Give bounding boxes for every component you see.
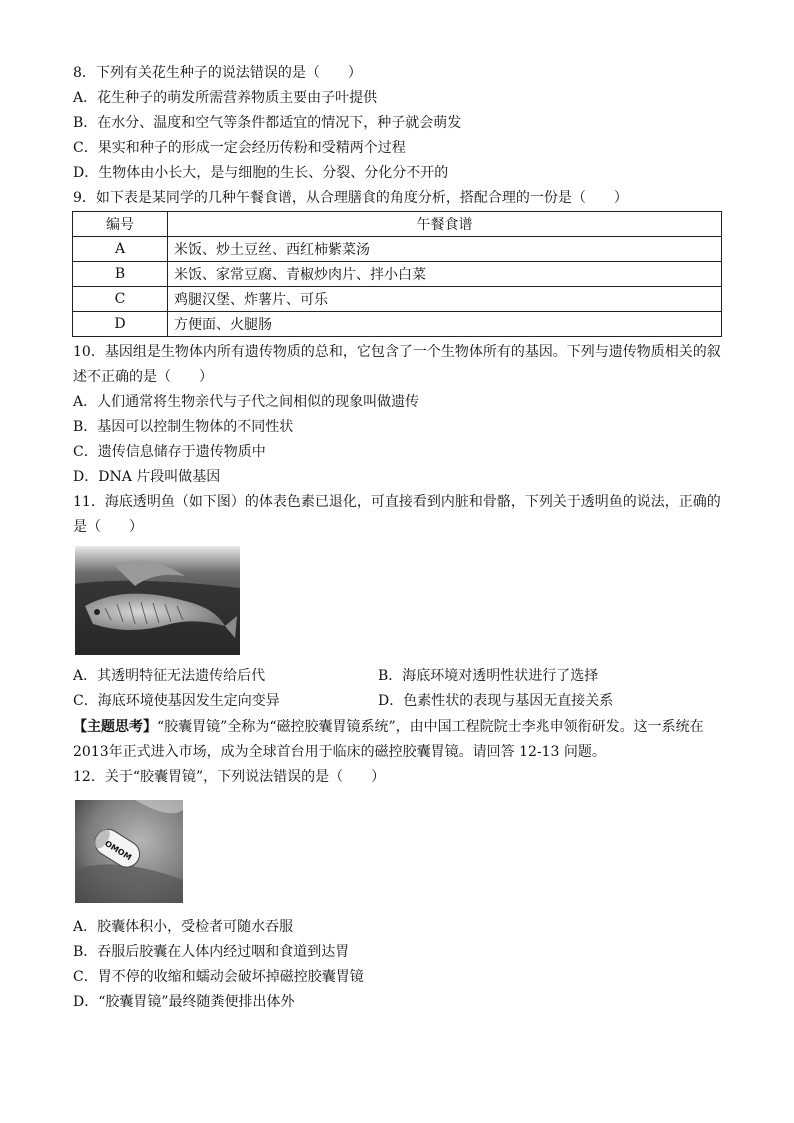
q8-option-b[interactable]: B．在水分、温度和空气等条件都适宜的情况下，种子就会萌发	[73, 115, 462, 131]
capsule-endoscope-image	[75, 800, 183, 903]
table-cell-code: A	[73, 237, 168, 262]
table-cell-menu: 米饭、炒土豆丝、西红柿紫菜汤	[168, 237, 722, 262]
q10-option-a[interactable]: A．人们通常将生物亲代与子代之间相似的现象叫做遗传	[73, 394, 420, 410]
theme-tag: 【主题思考】	[73, 719, 157, 735]
table-header-row	[73, 212, 722, 237]
table-cell-menu: 鸡腿汉堡、炸薯片、可乐	[168, 287, 722, 312]
q10-stem-line1: 10．基因组是生物体内所有遗传物质的总和，它包含了一个生物体所有的基因。下列与遗传物质相关的叙	[73, 344, 721, 360]
table-row	[73, 312, 722, 337]
q11-option-b[interactable]: B．海底环境对透明性状进行了选择	[378, 668, 599, 684]
table-row	[73, 237, 722, 262]
q8-option-a[interactable]: A．花生种子的萌发所需营养物质主要由子叶提供	[73, 90, 378, 106]
table-header-code: 编号	[73, 212, 168, 237]
table-row	[73, 262, 722, 287]
q12-option-d[interactable]: D．“胶囊胃镜”最终随粪便排出体外	[73, 994, 295, 1010]
q10-option-d[interactable]: D．DNA 片段叫做基因	[73, 469, 221, 485]
table-cell-menu: 方便面、火腿肠	[168, 312, 722, 337]
table-cell-code: D	[73, 312, 168, 337]
q11-option-c[interactable]: C．海底环境使基因发生定向变异	[73, 693, 280, 709]
table-cell-code: B	[73, 262, 168, 287]
table-cell-code: C	[73, 287, 168, 312]
q8-option-d[interactable]: D．生物体由小长大，是与细胞的生长、分裂、分化分不开的	[73, 165, 449, 181]
capsule-logo-text: OMOM	[103, 838, 134, 863]
q10-option-b[interactable]: B．基因可以控制生物体的不同性状	[73, 419, 294, 435]
q11-option-a[interactable]: A．其透明特征无法遗传给后代	[73, 668, 266, 684]
q8-option-c[interactable]: C．果实和种子的形成一定会经历传粉和受精两个过程	[73, 140, 406, 156]
theme-intro-line2: 2013年正式进入市场，成为全球首台用于临床的磁控胶囊胃镜。请回答 12-13 问题。	[73, 744, 606, 760]
q8-stem: 8．下列有关花生种子的说法错误的是（ ）	[73, 65, 362, 81]
lunch-menu-table	[72, 211, 722, 337]
theme-intro-line1	[73, 716, 704, 738]
table-header-menu: 午餐食谱	[168, 212, 722, 237]
q11-option-d[interactable]: D．色素性状的表现与基因无直接关系	[378, 693, 614, 709]
q9-stem: 9．如下表是某同学的几种午餐食谱，从合理膳食的角度分析，搭配合理的一份是（ ）	[73, 190, 628, 206]
q12-stem: 12．关于“胶囊胃镜”，下列说法错误的是（ ）	[73, 769, 386, 785]
table-cell-menu: 米饭、家常豆腐、青椒炒肉片、拌小白菜	[168, 262, 722, 287]
table-row	[73, 287, 722, 312]
transparent-fish-image	[75, 546, 240, 655]
theme-text-1: “胶囊胃镜”全称为“磁控胶囊胃镜系统”，由中国工程院院士李兆申领衔研发。这一系统在	[157, 719, 704, 735]
q11-stem-line1: 11．海底透明鱼（如下图）的体表色素已退化，可直接看到内脏和骨骼，下列关于透明鱼的说法，正确的	[73, 494, 721, 510]
q11-stem-line2: 是（ ）	[73, 519, 143, 535]
q10-option-c[interactable]: C．遗传信息储存于遗传物质中	[73, 444, 266, 460]
q12-option-c[interactable]: C．胃不停的收缩和蠕动会破坏掉磁控胶囊胃镜	[73, 969, 364, 985]
q12-option-b[interactable]: B．吞服后胶囊在人体内经过咽和食道到达胃	[73, 944, 350, 960]
q10-stem-line2: 述不正确的是（ ）	[73, 369, 213, 385]
q12-option-a[interactable]: A．胶囊体积小，受检者可随水吞服	[73, 919, 294, 935]
